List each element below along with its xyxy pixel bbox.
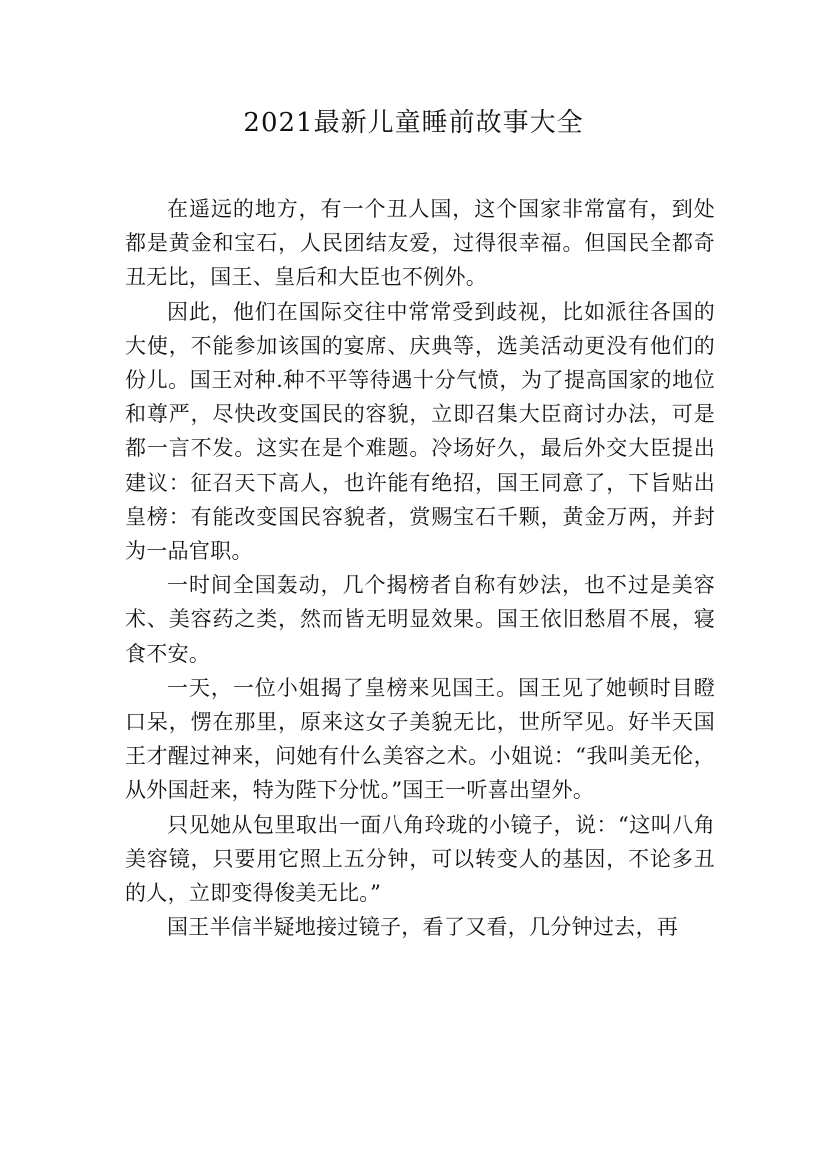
document-body [125,192,715,944]
paragraph-1: 在遥远的地方，有一个丑人国，这个国家非常富有，到处都是黄金和宝石，人民团结友爱，过得很幸福。但国民全都奇丑无比，国王、皇后和大臣也不例外。 [125,197,715,290]
paragraph-6: 国王半信半疑地接过镜子，看了又看，几分钟过去，再 [167,915,679,940]
paragraph-3: 一时间全国轰动，几个揭榜者自称有妙法，也不过是美容术、美容药之类，然而皆无明显效果。国王依旧愁眉不展，寝食不安。 [125,573,715,666]
paragraph-4: 一天，一位小姐揭了皇榜来见国王。国王见了她顿时目瞪口呆，愣在那里，原来这女子美貌无比，世所罕见。好半天国王才醒过神来，问她有什么美容之术。小姐说：“我叫美无伦，从外国赶来，特为陛下分忧。”国王一听喜出望外。 [125,675,715,803]
paragraph-5: 只见她从包里取出一面八角玲珑的小镜子，说：“这叫八角美容镜，只要用它照上五分钟，可以转变人的基因，不论多丑的人，立即变得俊美无比。” [125,812,715,906]
paragraph-2: 因此，他们在国际交往中常常受到歧视，比如派往各国的大使，不能参加该国的宴席、庆典等，选美活动更没有他们的份儿。国王对种.种不平等待遇十分气愤，为了提高国家的地位和尊严，尽快改变国民的容貌，立即召集大臣商讨办法，可是都一言不发。这实在是个难题。冷场好久，最后外交大臣提出建议：征召天下高人，也许能有绝招，国王同意了，下旨贴出皇榜：有能改变国民容貌者，赏赐宝石千颗，黄金万两，并封为一品官职。 [125,299,715,564]
document-title: 2021最新儿童睡前故事大全 [243,108,584,138]
